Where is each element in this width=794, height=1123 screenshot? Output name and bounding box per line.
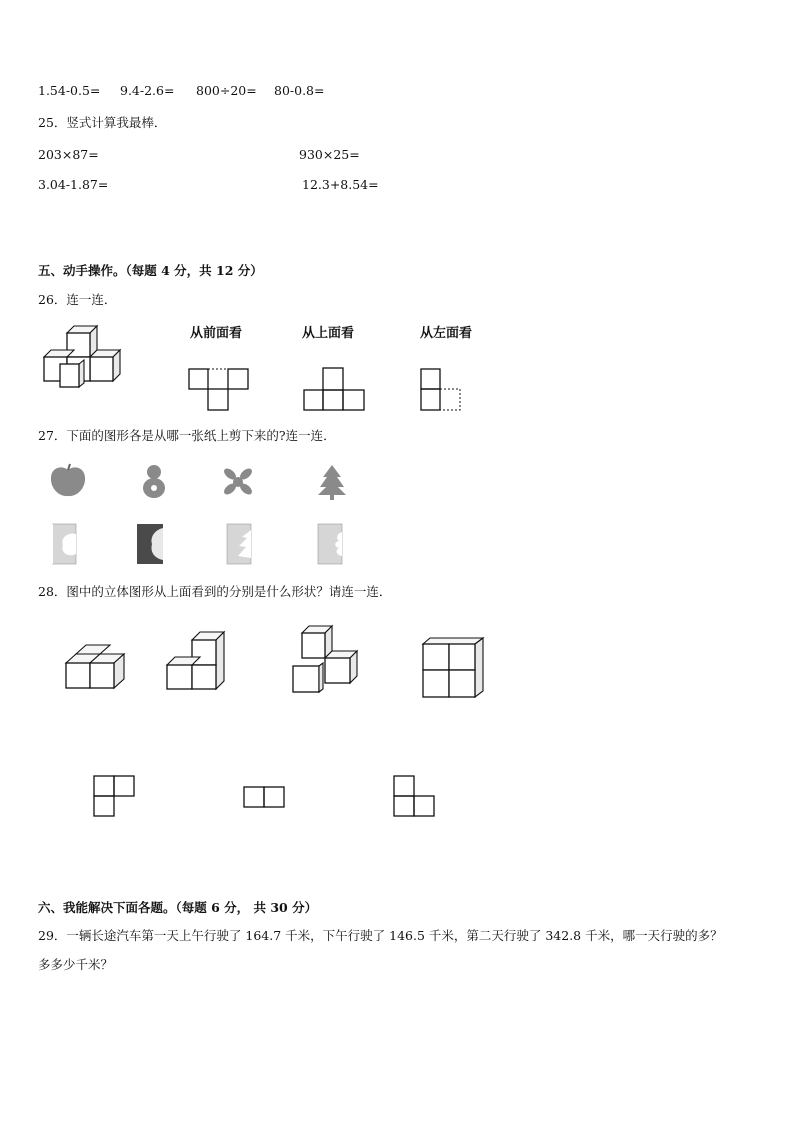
q25-item: 12.3+8.54= <box>302 177 379 192</box>
q28-top-view-3 <box>392 775 442 820</box>
view-label-front: 从前面看 <box>190 326 243 341</box>
q26-view-t-shape <box>188 368 268 413</box>
tree-icon <box>312 462 352 502</box>
q26-view-pyramid-shape <box>303 367 373 412</box>
q25-item: 930×25= <box>299 147 360 162</box>
q26-view-l-shape <box>420 368 470 413</box>
q25-title: 25．竖式计算我最棒． <box>38 115 167 130</box>
calc-item: 80-0.8= <box>274 83 325 98</box>
q28-solid-2 <box>164 630 244 700</box>
q26-solid-figure <box>42 325 132 390</box>
calc-item: 9.4-2.6= <box>120 83 175 98</box>
q28-solid-1 <box>62 640 142 710</box>
flower-icon <box>218 462 258 502</box>
q29-text-line2: 多多少千米？ <box>38 957 114 972</box>
q28-top-view-1 <box>92 775 142 820</box>
q27-title: 27．下面的图形各是从哪一张纸上剪下来的?连一连． <box>38 428 336 443</box>
paper-with-gourd-cutout <box>132 522 172 566</box>
q26-title: 26．连一连． <box>38 292 117 307</box>
paper-with-apple-cutout <box>46 522 86 566</box>
q28-solid-3 <box>290 623 370 698</box>
q28-title: 28．图中的立体图形从上面看到的分别是什么形状？请连一连． <box>38 584 392 599</box>
q28-top-view-2 <box>242 786 292 811</box>
paper-with-flower-cutout <box>312 522 352 566</box>
section6-title: 六、我能解决下面各题。（每题 6 分， 共 30 分） <box>38 900 318 915</box>
paper-with-tree-cutout <box>222 522 262 566</box>
q25-item: 3.04-1.87= <box>38 177 109 192</box>
view-label-top: 从上面看 <box>302 326 355 341</box>
q29-text-line1: 29．一辆长途汽车第一天上午行驶了 164.7 千米，下午行驶了 146.5 千米，第二天行驶了 342.8 千米，哪一天行驶的多？ <box>38 928 723 943</box>
calc-item: 800÷20= <box>196 83 257 98</box>
calc-item: 1.54-0.5= <box>38 83 101 98</box>
apple-icon <box>48 462 88 502</box>
gourd-icon <box>134 462 174 502</box>
q28-solid-4 <box>420 636 490 706</box>
q25-item: 203×87= <box>38 147 99 162</box>
section5-title: 五、动手操作。（每题 4 分，共 12 分） <box>38 263 263 278</box>
view-label-left: 从左面看 <box>420 326 473 341</box>
